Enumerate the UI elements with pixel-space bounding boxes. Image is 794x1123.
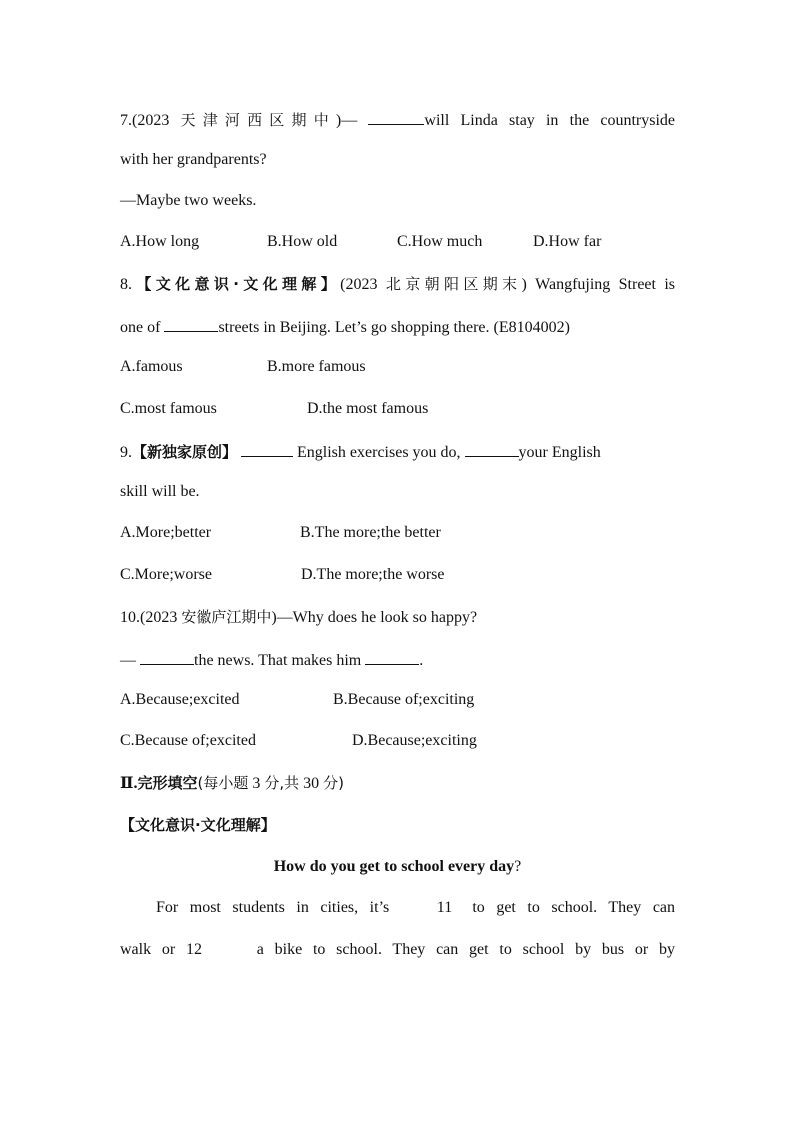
q7-option-d[interactable]: D.How far xyxy=(533,233,602,250)
section-note-total: 30 xyxy=(303,775,320,792)
q9-blank-1 xyxy=(241,440,293,457)
q9-options-row2 xyxy=(120,565,675,585)
q10-option-b[interactable]: B.Because of;exciting xyxy=(333,691,475,708)
passage-title-mark: ? xyxy=(514,858,522,875)
cloze-blank-11[interactable]: 11 xyxy=(401,898,461,918)
q7-answer: —Maybe two weeks. xyxy=(120,192,257,209)
q9-stem-mid: English exercises you do, xyxy=(297,444,461,461)
q10-number: 10.(2023 xyxy=(120,609,178,626)
q9-option-b[interactable]: B.The more;the better xyxy=(300,524,441,541)
q7-blank xyxy=(368,108,424,125)
q7-stem: will Linda stay in the countryside xyxy=(424,112,675,128)
q8-number: 8. xyxy=(120,276,132,293)
passage-line2 xyxy=(120,940,675,960)
q10-line1 xyxy=(120,607,675,627)
q7-source: 天津河西区期中 xyxy=(180,111,336,128)
q9-option-c[interactable]: C.More;worse xyxy=(120,566,212,583)
section-note-close: 分) xyxy=(323,774,344,792)
cloze-blank-12[interactable]: 12 xyxy=(186,940,246,960)
q8-tag: 【文化意识·文化理解】 xyxy=(132,275,341,293)
q7-source-close: )— xyxy=(335,112,358,128)
q10-source: 安徽庐江期中 xyxy=(181,608,272,626)
q10-blank-1 xyxy=(140,648,194,665)
q10-option-a[interactable]: A.Because;excited xyxy=(120,691,240,708)
q9-line1 xyxy=(120,440,675,460)
section-note-open: (每小题 xyxy=(197,774,249,792)
q8-source-close: ) xyxy=(521,276,527,293)
q8-source: 北京朝阳区期末 xyxy=(385,275,522,293)
q8-stem: Wangfujing Street is xyxy=(535,276,675,293)
q10-stem: )—Why does he look so happy? xyxy=(271,609,478,626)
q10-options-row2 xyxy=(120,731,675,751)
q7-number: 7.(2023 xyxy=(120,112,170,128)
section-title: 完形填空 xyxy=(137,774,198,792)
q7-options xyxy=(120,232,675,252)
q7-option-c[interactable]: C.How much xyxy=(397,233,483,250)
q10-line2-mid: the news. That makes him xyxy=(194,652,362,669)
q9-blank-2 xyxy=(465,440,519,457)
q9-line2: skill will be. xyxy=(120,483,200,500)
section-note-points: 3 xyxy=(252,775,261,792)
q8-options-row2 xyxy=(120,399,675,419)
passage-line2-a: walk or xyxy=(120,941,176,958)
passage-title xyxy=(120,857,675,877)
q8-option-a[interactable]: A.famous xyxy=(120,358,183,375)
q8-line2 xyxy=(120,315,675,335)
q9-stem-tail: your English xyxy=(518,444,601,461)
section-tag-line xyxy=(120,815,675,835)
section-tag: 【文化意识·文化理解】 xyxy=(120,816,276,834)
q9-options-row1 xyxy=(120,523,675,543)
q9-option-a[interactable]: A.More;better xyxy=(120,524,212,541)
q7-line2: with her grandparents? xyxy=(120,151,267,168)
q10-line2-end: . xyxy=(419,652,424,669)
q7-option-a[interactable]: A.How long xyxy=(120,233,200,250)
q9-option-d[interactable]: D.The more;the worse xyxy=(301,566,445,583)
q8-option-d[interactable]: D.the most famous xyxy=(307,400,429,417)
q8-options-row1 xyxy=(120,357,675,377)
q7-line1 xyxy=(120,108,675,128)
passage-line1-a: For most students in cities, it’s xyxy=(156,899,390,916)
q10-blank-2 xyxy=(365,648,419,665)
q8-option-c[interactable]: C.most famous xyxy=(120,400,217,417)
q10-options-row1 xyxy=(120,690,675,710)
passage-line2-b: a bike to school. They can get to school by bus or by xyxy=(256,941,675,958)
section-roman: Ⅱ. xyxy=(120,775,138,792)
q9-tag: 【新独家原创】 xyxy=(132,443,238,461)
q8-line1 xyxy=(120,274,675,294)
q9-number: 9. xyxy=(120,444,132,461)
q8-line2-before: one of xyxy=(120,319,161,336)
passage-title-text: How do you get to school every day xyxy=(273,858,515,875)
q8-line2-after: streets in Beijing. Let’s go shopping there. (E8104002) xyxy=(218,319,570,336)
section-note-mid: 分,共 xyxy=(264,774,300,792)
q8-blank xyxy=(164,315,218,332)
passage-line1-b: to get to school. They can xyxy=(472,899,675,916)
q7-option-b[interactable]: B.How old xyxy=(267,233,338,250)
q10-dash: — xyxy=(120,652,136,669)
q8-year: (2023 xyxy=(340,276,378,293)
section-heading xyxy=(120,773,675,793)
q10-line2 xyxy=(120,648,675,668)
q10-option-d[interactable]: D.Because;exciting xyxy=(352,732,477,749)
passage-line1 xyxy=(120,898,675,918)
q10-option-c[interactable]: C.Because of;excited xyxy=(120,732,256,749)
q8-option-b[interactable]: B.more famous xyxy=(267,358,366,375)
